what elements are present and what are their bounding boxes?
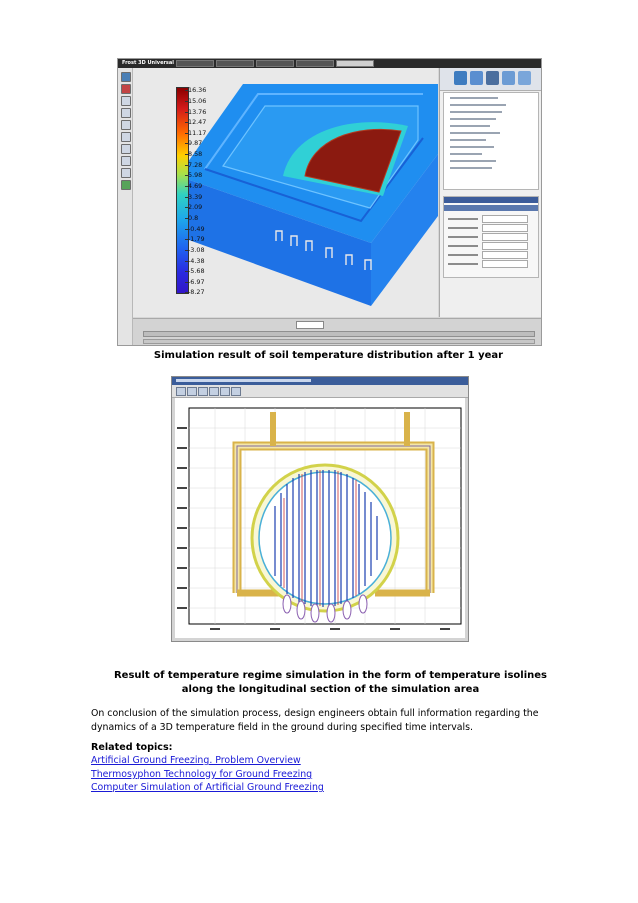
layer-item <box>450 146 494 148</box>
layer-item <box>450 132 500 134</box>
tool-icon <box>121 120 131 130</box>
conclusion-paragraph: On conclusion of the simulation process, design engineers obtain full information regarding the dynamics of a 3D temperature field in the ground during specified time intervals. <box>91 708 539 733</box>
date-field <box>296 321 324 329</box>
window-titlebar <box>172 377 468 385</box>
window-toolbar <box>172 385 468 398</box>
app-tab-active <box>336 60 374 67</box>
parameter-row <box>448 251 534 258</box>
parameter-row <box>448 233 534 240</box>
app-titlebar <box>118 59 541 68</box>
layer-item <box>450 125 490 127</box>
toolbar-icon <box>198 387 208 396</box>
colorbar-tick: 8.58 <box>188 150 203 158</box>
colorbar-tick: 11.17 <box>188 129 207 137</box>
colorbar-tick: -3.08 <box>188 246 205 254</box>
tool-icon <box>121 72 131 82</box>
parameter-row <box>448 215 534 222</box>
app-tab <box>216 60 254 67</box>
time-scale <box>143 339 535 344</box>
section-parameters <box>443 196 539 278</box>
app-tab <box>296 60 334 67</box>
related-link-problem-overview[interactable]: Artificial Ground Freezing. Problem Overview <box>91 755 301 766</box>
3d-viewport <box>133 68 438 317</box>
colorbar-tick: -4.38 <box>188 257 205 265</box>
app-name: Frost 3D Universal <box>122 60 174 66</box>
tool-icon <box>121 156 131 166</box>
layer-item <box>450 104 506 106</box>
figure1-caption: Simulation result of soil temperature distribution after 1 year <box>153 350 504 361</box>
panel-tool-icon <box>502 71 515 85</box>
colorbar-tick: 3.39 <box>188 193 203 201</box>
section-header <box>444 205 538 211</box>
time-slider-panel <box>133 318 541 346</box>
panel-tool-icon <box>518 71 531 85</box>
app-tab <box>176 60 214 67</box>
tool-icon <box>121 132 131 142</box>
toolbar-icon <box>231 387 241 396</box>
colorbar-tick: 0.8 <box>188 214 199 222</box>
colorbar-tick: 4.69 <box>188 182 203 190</box>
colorbar-tick: 12.47 <box>188 118 207 126</box>
colorbar-tick: 9.87 <box>188 139 203 147</box>
colorbar-tick: 15.06 <box>188 97 207 105</box>
layer-item <box>450 111 502 113</box>
parameter-row <box>448 224 534 231</box>
related-link-computer-simulation[interactable]: Computer Simulation of Artificial Ground Freezing <box>91 782 324 793</box>
colorbar-tick: 13.76 <box>188 108 207 116</box>
layer-item <box>450 153 482 155</box>
toolbar-icon <box>176 387 186 396</box>
tool-icon <box>121 96 131 106</box>
tool-icon <box>121 180 131 190</box>
parameter-row <box>448 260 534 267</box>
layer-item <box>450 160 496 162</box>
isolines-plot <box>175 398 465 638</box>
toolbar-icon <box>209 387 219 396</box>
colorbar-tick: -0.49 <box>188 225 205 233</box>
isolines-screenshot <box>171 376 469 642</box>
isolines-svg <box>175 398 465 638</box>
tool-icon <box>121 108 131 118</box>
colorbar-tick: 7.28 <box>188 161 203 169</box>
layer-item <box>450 97 498 99</box>
time-track <box>143 331 535 337</box>
colorbar-tick: 2.09 <box>188 203 203 211</box>
colorbar-tick: -8.27 <box>188 288 205 296</box>
layers-list <box>443 92 539 190</box>
layer-item <box>450 139 486 141</box>
tool-icon <box>121 168 131 178</box>
related-topics-heading: Related topics: <box>91 742 173 753</box>
toolbar-icon <box>220 387 230 396</box>
app-tab <box>256 60 294 67</box>
left-toolbar <box>118 68 133 345</box>
tool-icon <box>121 144 131 154</box>
panel-tool-icon <box>454 71 467 85</box>
simulation-3d-screenshot <box>117 58 542 346</box>
panel-tool-icon <box>486 71 499 85</box>
panel-tool-icon <box>470 71 483 85</box>
colorbar-tick: -5.68 <box>188 267 205 275</box>
colorbar-tick: 5.98 <box>188 171 203 179</box>
colorbar-tick: 16.36 <box>188 86 207 94</box>
figure2-caption: Result of temperature regime simulation in the form of temperature isolines along the longitudinal section of the simulation area <box>113 670 547 695</box>
toolbar-icon <box>187 387 197 396</box>
layer-item <box>450 118 496 120</box>
tool-icon <box>121 84 131 94</box>
related-link-thermosyphon[interactable]: Thermosyphon Technology for Ground Freezing <box>91 769 313 780</box>
colorbar-tick: -1.79 <box>188 235 205 243</box>
parameter-row <box>448 242 534 249</box>
panel-toolbar <box>440 68 542 91</box>
colorbar-tick: -6.97 <box>188 278 205 286</box>
section-header <box>444 197 538 203</box>
properties-panel <box>439 68 542 317</box>
layer-item <box>450 167 492 169</box>
